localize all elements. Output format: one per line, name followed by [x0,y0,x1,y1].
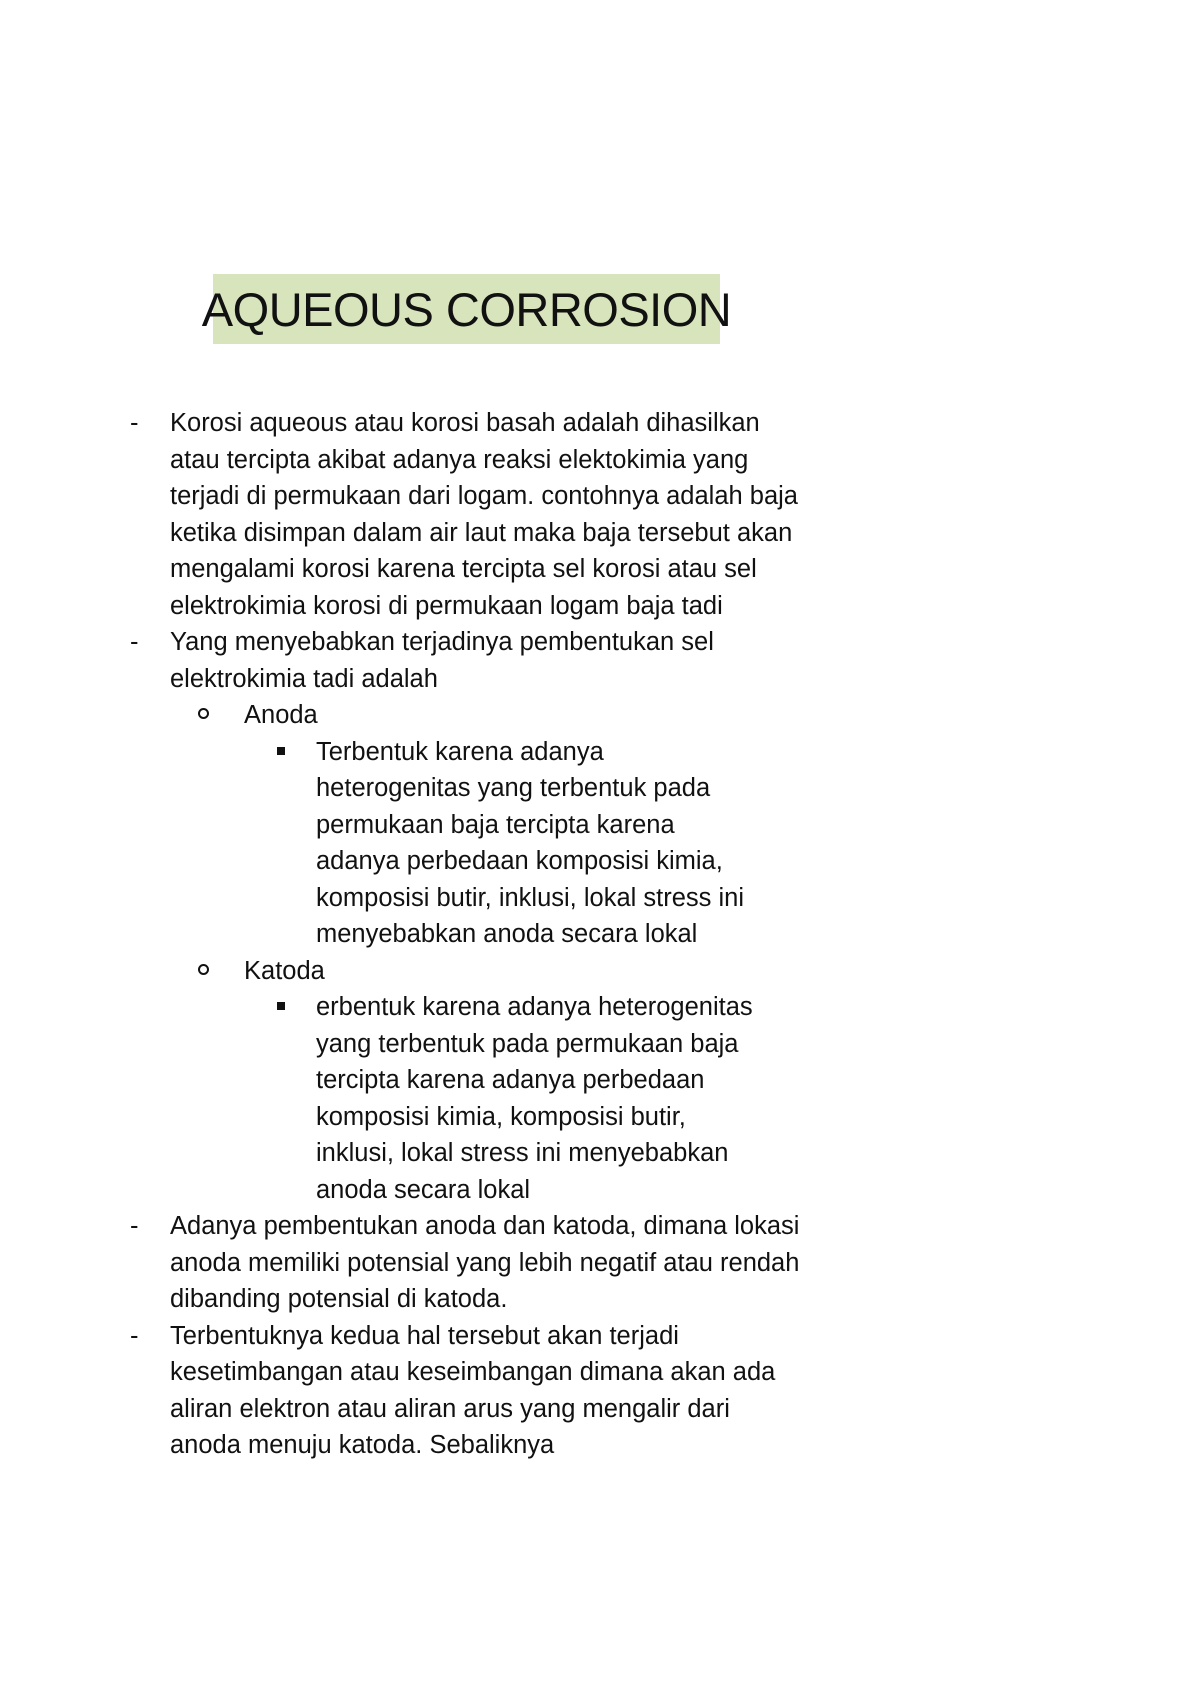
page-title: AQUEOUS CORROSION [201,282,732,336]
dash-bullet: - [130,409,139,437]
sub-list-item-label: Anoda [244,701,318,729]
dash-bullet: - [130,1212,139,1240]
list-item-text: Adanya pembentukan anoda dan katoda, dimana lokasi anoda memiliki potensial yang lebih negatif atau rendah dibanding potensial di katoda. [170,1212,800,1313]
sub-list-item-katoda [120,953,800,990]
list-item [120,405,800,624]
dash-bullet: - [130,1321,139,1350]
title-highlight [201,274,732,344]
sub-sub-list-item-text: erbentuk karena adanya heterogenitas yang terbentuk pada permukaan baja tercipta karena adanya perbedaan komposisi kimia, komposisi butir, inklusi, lokal stress ini menyebabkan anoda secara lokal [316,993,753,1204]
page-cutoff [120,1575,800,1698]
sub-sub-list-item [120,734,756,953]
list-item [120,624,800,697]
square-bullet-icon [277,1002,285,1010]
sub-sub-list-item [120,989,756,1208]
sub-sub-list-item-text: Terbentuk karena adanya heterogenitas yang terbentuk pada permukaan baja tercipta karena adanya perbedaan komposisi kimia, komposisi butir, inklusi, lokal stress ini menyebabkan anoda secara lokal [316,737,744,948]
list-item [120,1318,800,1464]
sub-list-item-label: Katoda [244,956,325,985]
bullet-list [120,405,800,1464]
circle-bullet-icon [198,708,209,719]
list-item-text: Korosi aqueous atau korosi basah adalah dihasilkan atau tercipta akibat adanya reaksi elektokimia yang terjadi di permukaan dari logam. contohnya adalah baja ketika disimpan dalam air laut maka baja tersebut akan mengalami korosi karena tercipta sel korosi atau sel elektrokimia korosi di permukaan logam baja tadi [170,409,798,620]
list-item-text: Yang menyebabkan terjadinya pembentukan sel elektrokimia tadi adalah [170,628,714,693]
square-bullet-icon [277,747,285,755]
dash-bullet: - [130,628,139,656]
circle-bullet-icon [198,964,209,975]
list-item [120,1208,800,1318]
list-item-text: Terbentuknya kedua hal tersebut akan terjadi kesetimbangan atau keseimbangan dimana akan ada aliran elektron atau aliran arus yang mengalir dari anoda menuju katoda. Sebaliknya [170,1321,776,1459]
sub-list-item-anoda [120,697,800,734]
